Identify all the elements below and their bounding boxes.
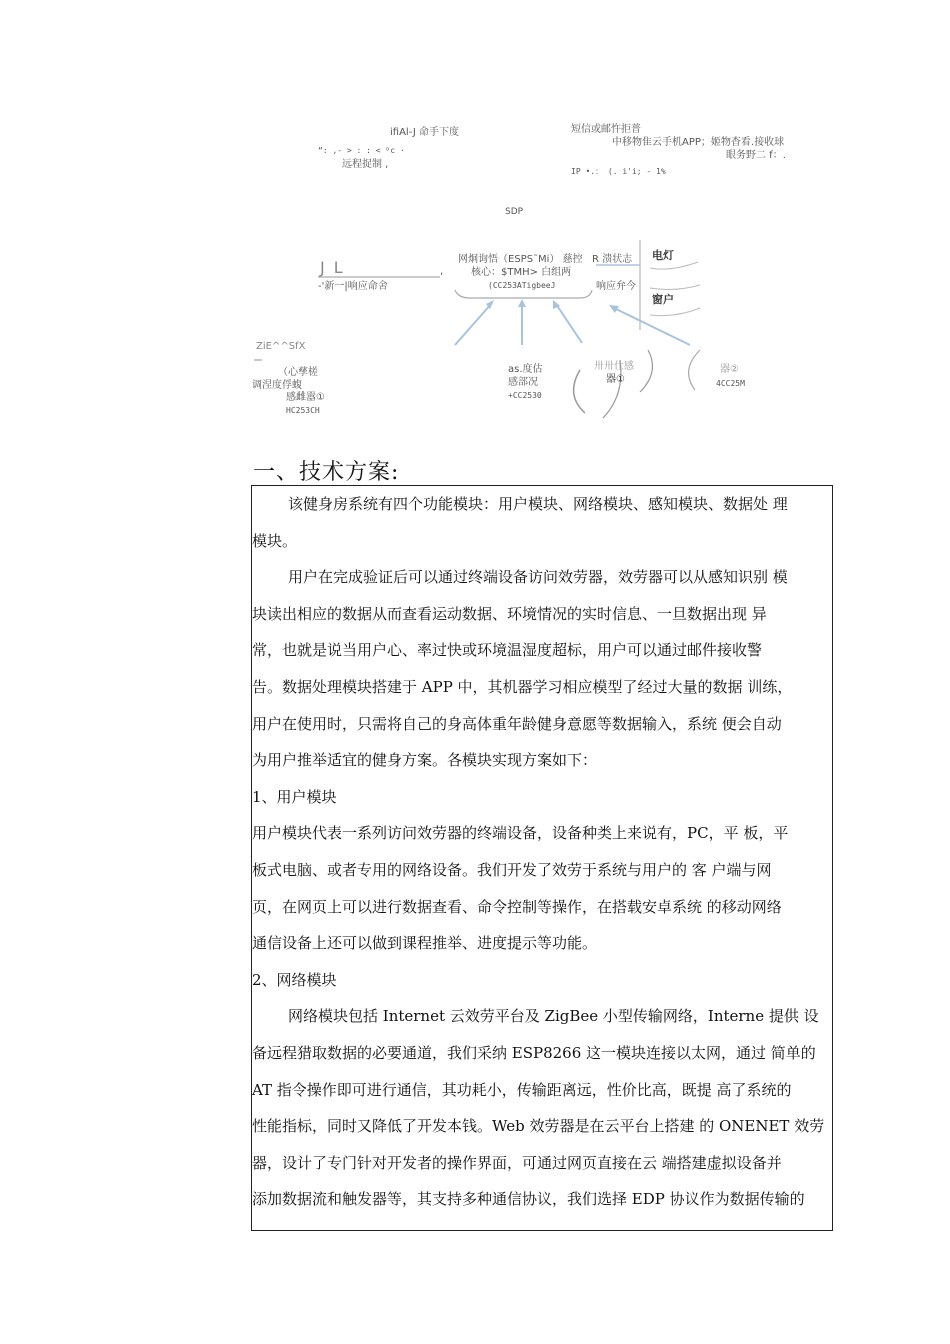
paragraph-line: 块读出相应的数据从而查看运动数据、环境情况的实时信息、一旦数据出现 异 — [252, 604, 767, 623]
paragraph-line: 性能指标，同时又降低了开发本钱。Web 效劳器是在云平台上搭建 的 ONENET 效劳 — [252, 1117, 825, 1136]
label-gateway: 网炯询悟（ESPS˜Mi） 慈控 — [458, 254, 583, 265]
label-light: 电灯 — [652, 249, 674, 262]
label-device-2: 器② — [720, 364, 739, 375]
label-jl: J L — [320, 258, 345, 277]
label-service: 眼务野二 f：. — [726, 150, 786, 161]
label-as-1: as.度估 — [508, 364, 543, 375]
section-heading: 一、技术方案: — [253, 460, 400, 485]
paragraph-line: 器，设计了专门针对开发者的操作界面，可通过网页直接在云 端搭建虚拟设备并 — [252, 1153, 782, 1172]
label-new-response: -'新一|响应命舍 — [318, 281, 388, 292]
label-device-2-id: 4CC25M — [716, 379, 745, 388]
label-zigbee: (CC253ATigbeeJ — [488, 281, 556, 290]
label-sms-mail: 短信或邮忤拒普 — [571, 124, 641, 135]
label-heart-1: （心孳槎 — [278, 367, 318, 378]
paragraph-line: 用户模块代表一系列访问效劳器的终端设备，设备种类上来说有，PC，平 板，平 — [252, 824, 789, 843]
label-cloud-app: 中移物隹云手机APP；姬物杳看.接收球 — [612, 137, 785, 148]
paragraph-line: 模块。 — [252, 531, 298, 550]
paragraph-line: 通信设备上还可以做到课程推举、进度提示等功能。 — [252, 934, 598, 953]
label-remote-symbols: “: ,- > : : < ᴰc · — [318, 146, 405, 155]
label-sdp: SDP — [505, 207, 524, 217]
paragraph-line: 1、用户模块 — [252, 787, 337, 806]
paragraph-line: AT 指令操作即可进行通信，其功耗小，传输距离远，性价比高，既提 高了系统的 — [252, 1080, 792, 1099]
paragraph-line: 常，也就是说当用户心、率过快或环境温湿度超标，用户可以通过邮件接收警 — [252, 641, 763, 660]
paragraph-line: 告。数据处理模块搭建于 APP 中，其机器学习相应模型了经过大量的数据 训练， — [252, 677, 793, 696]
diagram-connectors — [0, 0, 950, 430]
label-heart-3: 感雌嚣① — [286, 392, 325, 403]
paragraph-line: 用户在完成验证后可以通过终端设备访问效劳器，效劳器可以从感知识别 模 — [288, 568, 788, 587]
label-sensor-2: 器① — [606, 374, 625, 385]
label-ip: IP •.： (. i'i; - 1% — [571, 167, 666, 176]
label-heart-4: HC253CH — [286, 406, 320, 415]
paragraph-line: 用户在使用时，只需将自己的身高体重年龄健身意愿等数据输入，系统 便会自动 — [252, 714, 782, 733]
content-box — [251, 485, 833, 1231]
paragraph-line: 该健身房系统有四个功能模块：用户模块、网络模块、感知模块、数据处 理 — [288, 495, 788, 513]
paragraph-line: 为用户推举适宜的健身方案。各模块实现方案如下： — [252, 751, 598, 770]
paragraph-line: 添加数据流和触发器等，其支持多种通信协议，我们选择 EDP 协议作为数据传输的 — [252, 1190, 805, 1209]
paragraph-line: 板式电脑、或者专用的网络设备。我们开发了效劳于系统与用户的 客 户端与网 — [252, 860, 772, 879]
label-zie: ZiE^^SfX — [256, 341, 306, 352]
label-response-cmd: 响应弁今 — [596, 281, 636, 292]
label-core: 核心：$TMH> 白组两 — [471, 267, 572, 278]
system-diagram — [0, 0, 950, 430]
label-sensor-1: 卅卅仕感 — [594, 361, 634, 372]
label-as-3: +CC2530 — [508, 391, 542, 400]
label-heart-2: 调涅度俘蝮 — [252, 380, 302, 391]
label-comma: , — [440, 266, 444, 277]
paragraph-line: 2、网络模块 — [252, 970, 337, 989]
label-r-status: R 溃状志 — [592, 254, 633, 265]
label-window: 窗户 — [652, 293, 674, 306]
label-as-2: 感部况 — [508, 377, 538, 388]
paragraph-line: 页，在网页上可以进行数据查看、命令控制等操作，在搭载安卓系统 的移动网络 — [252, 897, 782, 916]
label-remote-cmd: ifiAl-J 命手下度 — [390, 127, 459, 138]
label-remote-control: 远程捉制 , — [342, 159, 389, 170]
paragraph-line: 备远程猎取数据的必要通道，我们采纳 ESP8266 这一模块连接以太网，通过 简单的 — [252, 1043, 816, 1062]
paragraph-line: 网络模块包括 Internet 云效劳平台及 ZigBee 小型传输网络，Interne 提供 设 — [288, 1007, 819, 1026]
